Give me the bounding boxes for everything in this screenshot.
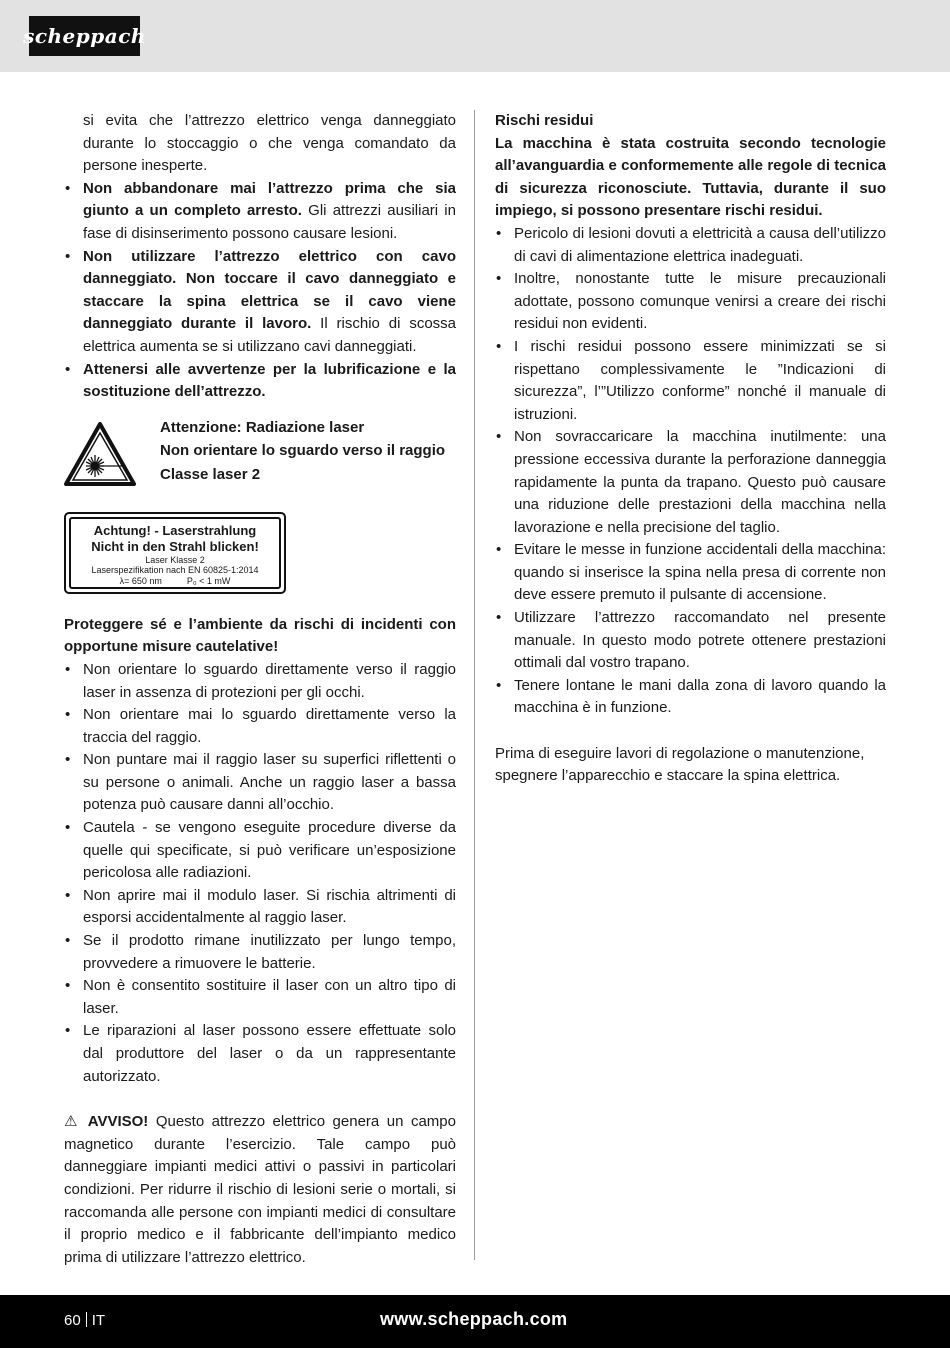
list-item: • Non abbandonare mai l’attrezzo prima che sia giunto a un completo arresto. Gli attrezzi ausiliari in fase di disinserimento possono causare lesioni.	[64, 178, 456, 246]
warning-triangle-icon: ⚠	[64, 1113, 81, 1131]
list-item: • Non aprire mai il modulo laser. Si rischia altrimenti di esporsi accidentalmente al raggio laser.	[64, 885, 456, 930]
header-bar	[0, 0, 950, 72]
brand-logo: scheppach	[29, 16, 140, 56]
laser-class-label: Achtung! - Laserstrahlung Nicht in den Strahl blicken! Laser Klasse 2 Laserspezifikation nach EN 60825-1:2014 λ= 650 nm P₀ < 1 mW	[64, 512, 286, 594]
language-code: IT	[91, 1312, 106, 1329]
list-item: • Utilizzare l’attrezzo raccomandato nel presente manuale. In questo modo potrete ottenere prestazioni ottimali dal vostro trapano.	[495, 607, 886, 675]
list-item: • Tenere lontane le mani dalla zona di lavoro quando la macchina è in funzione.	[495, 675, 886, 720]
list-item: • Inoltre, nonostante tutte le misure precauzionali adottate, possono comunque venirsi a creare dei rischi residui non evidenti.	[495, 268, 886, 336]
protect-heading: Proteggere sé e l’ambiente da rischi di incidenti con opportune misure cautelative!	[64, 615, 456, 656]
notice-paragraph	[64, 1111, 456, 1269]
list-item: • Cautela - se vengono eseguite procedure diverse da quelle qui specificate, si può verificare un’esposizione pericolosa alle radiazioni.	[64, 817, 456, 885]
page-indicator	[64, 1312, 105, 1329]
list-item: • Evitare le messe in funzione accidentali della macchina: quando si inserisce la spina nella presa di corrente non deve essere premuto il pulsante di accensione.	[495, 539, 886, 607]
page-number: 60	[64, 1312, 81, 1329]
list-item: • Non è consentito sostituire il laser con un altro tipo di laser.	[64, 975, 456, 1020]
section-intro: La macchina è stata costruita secondo tecnologie all’avanguardia e conformemente alle regole di tecnica di sicurezza riconosciute. Tuttavia, durante il suo impiego, si possono presentare rischi residui.	[495, 134, 886, 220]
list-item: • Le riparazioni al laser possono essere effettuate solo dal produttore del laser o da un rappresentante autorizzato.	[64, 1020, 456, 1088]
notice-label: AVVISO!	[87, 1113, 149, 1131]
list-item: • Se il prodotto rimane inutilizzato per lungo tempo, provvedere a rimuovere le batterie.	[64, 930, 456, 975]
safety-bullets	[64, 178, 456, 404]
closing-paragraph: Prima di eseguire lavori di regolazione o manutenzione, spegnere l’apparecchio e staccare la spina elettrica.	[495, 744, 865, 785]
list-item: • Pericolo di lesioni dovuti a elettricità a causa dell’utilizzo di cavi di alimentazione elettrica inadeguati.	[495, 223, 886, 268]
residual-risk-bullets	[495, 223, 886, 720]
list-item: • I rischi residui possono essere minimizzati se si rispettano complessivamente le ”Indicazioni di sicurezza”, l’”Utilizzo conforme” nonché il manuale di istruzioni.	[495, 336, 886, 426]
laser-radiation-icon	[64, 422, 136, 486]
list-item: • Attenersi alle avvertenze per la lubrificazione e la sostituzione dell’attrezzo.	[64, 359, 456, 404]
notice-text: Questo attrezzo elettrico genera un campo magnetico durante l’esercizio. Tale campo può danneggiare impianti medici attivi o passivi in particolari condizioni. Per ridurre il rischio di lesioni serie o mortali, si raccomanda alle persone con impianti medici di consultare il proprio medico e il fabbricante dell’impianto medico prima di utilizzare l’attrezzo elettrico.	[64, 1113, 456, 1266]
website-link[interactable]: www.scheppach.com	[380, 1309, 568, 1329]
column-divider	[474, 110, 475, 1260]
protect-bullets	[64, 659, 456, 1088]
list-item: • Non orientare lo sguardo direttamente verso il raggio laser in assenza di protezioni per gli occhi.	[64, 659, 456, 704]
list-item: • Non orientare mai lo sguardo direttamente verso la traccia del raggio.	[64, 704, 456, 749]
left-column	[64, 110, 456, 1269]
intro-continuation: si evita che l’attrezzo elettrico venga danneggiato durante lo stoccaggio o che venga comandato da persone inesperte.	[83, 112, 456, 175]
laser-warning-text: Attenzione: Radiazione laser Non orientare lo sguardo verso il raggio Classe laser 2	[160, 418, 446, 483]
section-heading: Rischi residui	[495, 112, 594, 129]
list-item: • Non puntare mai il raggio laser su superfici riflettenti o su persone o animali. Anche un raggio laser a bassa potenza può causare danni all’occhio.	[64, 749, 456, 817]
footer-bar	[0, 1295, 950, 1348]
list-item: • Non utilizzare l’attrezzo elettrico con cavo danneggiato. Non toccare il cavo danneggiato e staccare la spina elettrica se il cavo viene danneggiato durante il lavoro. Il rischio di scossa elettrica aumenta se si utilizzano cavi danneggiati.	[64, 246, 456, 359]
laser-warning-block	[64, 416, 456, 496]
right-column	[495, 110, 886, 788]
list-item: • Non sovraccaricare la macchina inutilmente: una pressione eccessiva durante la perforazione danneggia rapidamente la punta da trapano. Questo può causare una riduzione delle prestazioni della macchina nella lavorazione e nella precisione del taglio.	[495, 426, 886, 539]
